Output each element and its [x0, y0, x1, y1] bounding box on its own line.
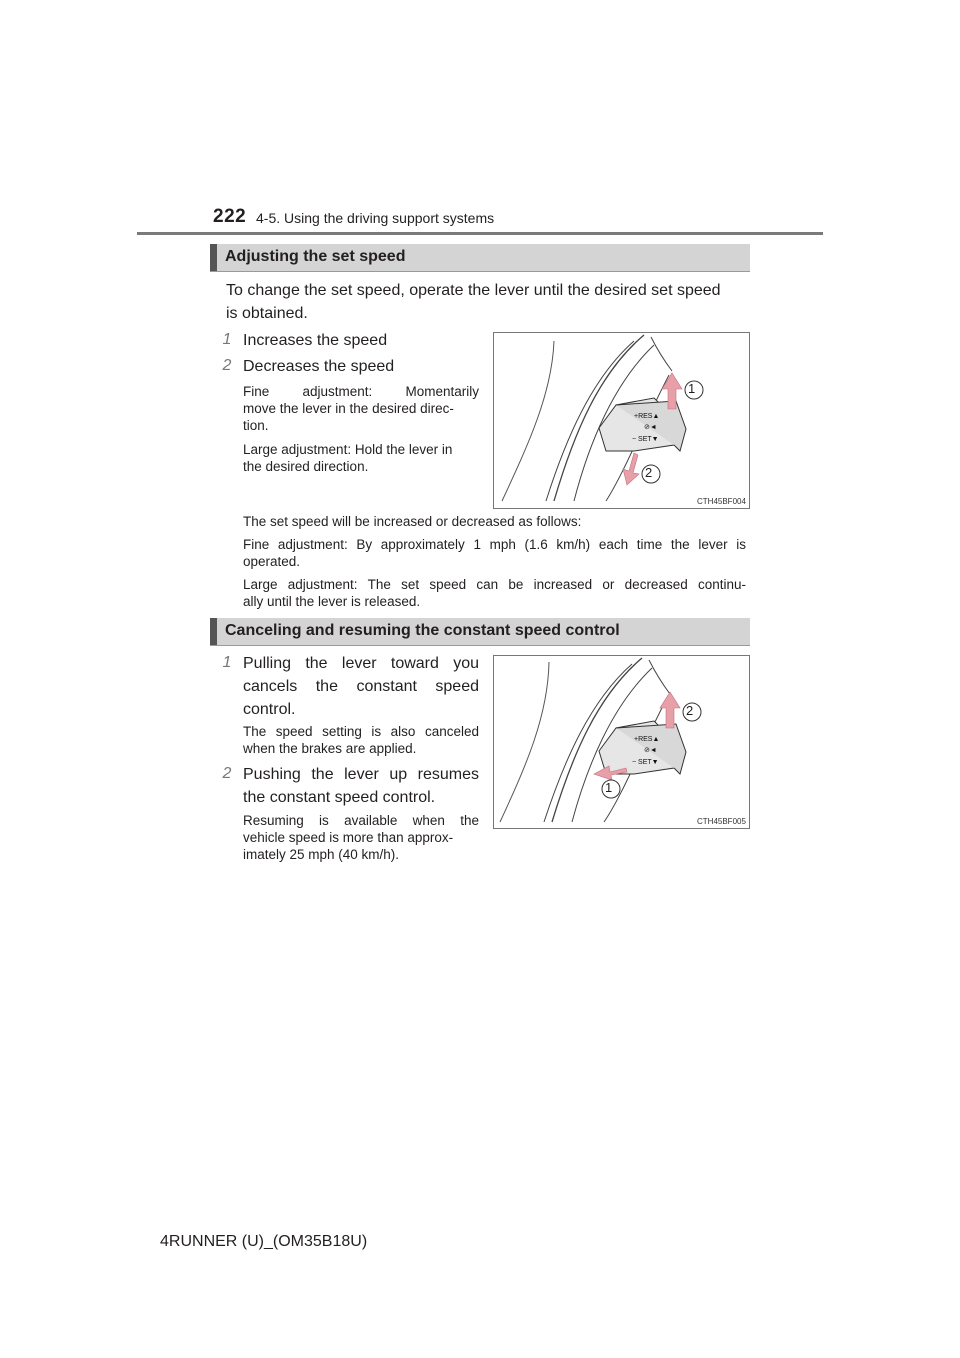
cancel-note-line-1: The speed setting is also canceled: [243, 724, 479, 739]
footer-model: 4RUNNER (U)_(OM35B18U): [160, 1233, 368, 1250]
resume-line-2: the constant speed control.: [243, 789, 436, 806]
resume-note-line-1: Resuming is available when the: [243, 813, 479, 828]
resume-note-line-3: imately 25 mph (40 km/h).: [243, 847, 400, 862]
intro-line-1: To change the set speed, operate the lever until the desired set speed: [226, 282, 721, 299]
item-marker-1: 1: [222, 654, 232, 671]
note-large-adjust-line-2: ally until the lever is released.: [243, 594, 421, 609]
note-fine-line-2: move the lever in the desired direc-: [243, 401, 454, 416]
lever-set-label: − SET▼: [632, 436, 659, 443]
lever-illustration-cancel: [493, 655, 750, 829]
cancel-line-2: cancels the constant speed: [243, 678, 479, 695]
lever-illustration-adjust: [493, 332, 750, 509]
resume-line-1: Pushing the lever up resumes: [243, 766, 479, 783]
note-fine-adjust-line-1: Fine adjustment: By approximately 1 mph (1.6 km/h) each time the lever is: [243, 537, 746, 552]
callout-1: 1: [605, 780, 613, 795]
down-arrow-icon: [623, 453, 639, 485]
item-marker-2: 2: [222, 765, 232, 782]
section-title: 4-5. Using the driving support systems: [256, 210, 495, 226]
lever-res-label: +RES▲: [634, 413, 660, 420]
lever-res-label: +RES▲: [634, 736, 660, 743]
note-speed-change: The set speed will be increased or decreased as follows:: [243, 514, 582, 529]
note-fine-line-3: tion.: [243, 418, 269, 433]
heading-text: Adjusting the set speed: [225, 248, 406, 265]
resume-note-line-2: vehicle speed is more than approx-: [243, 830, 454, 845]
figure-code: CTH45BF005: [697, 817, 746, 826]
lever-drawing: [494, 333, 751, 510]
note-large-line-1: Large adjustment: Hold the lever in: [243, 442, 453, 457]
cancel-note-line-2: when the brakes are applied.: [243, 741, 417, 756]
note-fine-line-1: Fine adjustment: Momentarily: [243, 384, 479, 399]
item-marker-2: 2: [222, 357, 232, 374]
heading-accent: [210, 618, 217, 645]
lever-icon-label: ⊘◄: [644, 747, 657, 754]
cancel-line-1: Pulling the lever toward you: [243, 655, 479, 672]
callout-2: 2: [686, 703, 694, 718]
section-heading-adjust: [210, 244, 750, 272]
heading-text: Canceling and resuming the constant speed control: [225, 622, 620, 639]
item-text-1: Increases the speed: [243, 332, 388, 349]
figure-code: CTH45BF004: [697, 497, 746, 506]
lever-set-label: − SET▼: [632, 759, 659, 766]
lever-drawing: [494, 656, 751, 830]
intro-line-2: is obtained.: [226, 305, 308, 322]
note-large-line-2: the desired direction.: [243, 459, 369, 474]
note-large-adjust-line-1: Large adjustment: The set speed can be increased or decreased continu-: [243, 577, 746, 592]
item-marker-1: 1: [222, 331, 232, 348]
page-number: 222: [213, 206, 247, 227]
callout-2: 2: [645, 465, 653, 480]
lever-icon-label: ⊘◄: [644, 424, 657, 431]
callout-1: 1: [688, 381, 696, 396]
section-heading-cancel: [210, 618, 750, 646]
note-fine-adjust-line-2: operated.: [243, 554, 301, 569]
up-arrow-icon: [660, 692, 680, 728]
cancel-line-3: control.: [243, 701, 296, 718]
header-rule: [137, 232, 823, 235]
heading-accent: [210, 244, 217, 271]
item-text-2: Decreases the speed: [243, 358, 395, 375]
